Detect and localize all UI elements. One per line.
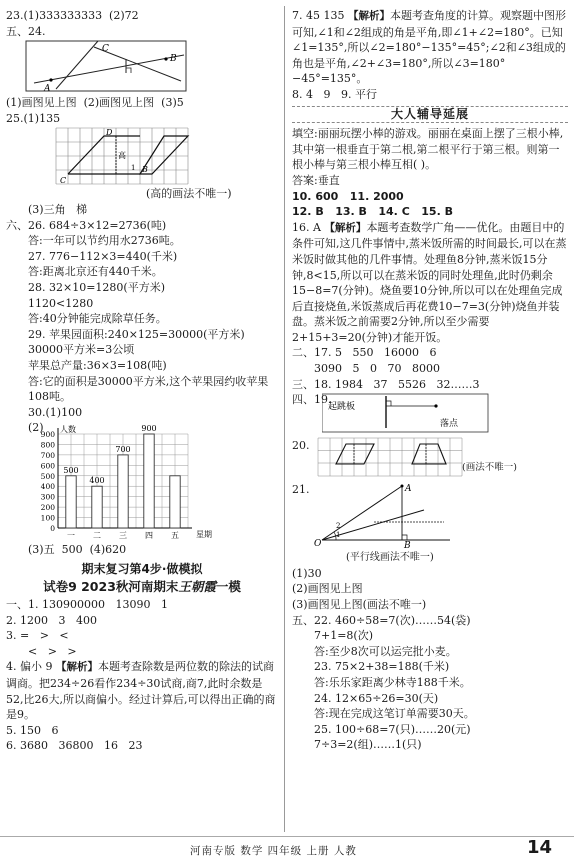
data-label: 400 xyxy=(89,476,105,486)
x-tick-label: 二 xyxy=(93,531,101,541)
answer-7-analysis: 本题考查角度的计算。观察题中图形可知,∠1和∠2组成的角是平角,即∠1+∠2=180°。已知∠1=135°,所以∠2=180°−135°=45°;∠2和∠3组成的角也是平角,∠2+∠3=180°,所以∠3=180°−45°=135°。 xyxy=(292,9,566,86)
column-divider xyxy=(284,6,285,832)
figure-20-grid xyxy=(316,436,466,478)
exam-title xyxy=(6,579,278,595)
exam-title-main: 试卷9 2023秋河南期末 xyxy=(43,579,179,595)
bar-chart xyxy=(28,420,268,542)
answer-7 xyxy=(292,8,568,87)
landing-point-label: 落点 xyxy=(440,419,459,430)
answer-25-step2: 7÷3=2(组)……1(只) xyxy=(314,738,422,752)
bar-chart-block xyxy=(6,420,278,542)
answer-4 xyxy=(6,659,278,722)
point-a-label-21: A xyxy=(405,484,412,495)
guidance-answer: 答案:垂直 xyxy=(292,173,340,187)
answer-27: 27. 776−112×3=440(千米) xyxy=(28,249,178,263)
point-c-label-25: C xyxy=(60,176,67,186)
answer-30-part2: (2) xyxy=(28,421,44,435)
data-label: 900 xyxy=(141,424,157,434)
data-label: 500 xyxy=(63,466,79,476)
analysis-tag: 【解析】 xyxy=(56,661,98,674)
answer-26-reply: 答:一年可以节约用水2736吨。 xyxy=(28,234,181,248)
answer-19: 四、19. xyxy=(292,393,332,407)
answer-4-main: 4. 偏小 9 xyxy=(6,660,53,674)
answer-16 xyxy=(292,220,568,346)
answer-22: 五、22. 460÷58=7(次)……54(袋) xyxy=(292,613,471,627)
answer-2: 2. 1200 3 400 xyxy=(6,613,97,627)
answer-23: 23.(1)333333333 (2)72 xyxy=(6,9,139,22)
answer-1: 一、1. 130900000 13090 1 xyxy=(6,598,168,612)
answer-24-parts: (1)画图见上图 (2)画图见上图 (3)5 xyxy=(6,96,184,110)
answer-26: 六、26. 684÷3×12=2736(吨) xyxy=(6,218,167,232)
y-tick-label: 900 xyxy=(40,430,55,440)
answer-5: 5. 150 6 xyxy=(6,723,59,737)
bar xyxy=(170,476,180,528)
answer-8-9: 8. 4 9 9. 平行 xyxy=(292,87,377,101)
y-tick-label: 700 xyxy=(40,451,55,461)
angle-1-label-21: 1 xyxy=(336,531,341,540)
footer-text: 河南专版 数学 四年级 上册 人教 xyxy=(190,845,357,857)
answer-25-right: 25. 100÷68=7(只)……20(元) xyxy=(314,722,471,736)
answer-18: 三、18. 1984 37 5526 32……3 xyxy=(292,377,480,391)
answer-20: 20. xyxy=(292,439,310,453)
answer-28-reply: 答:40分钟能完成除草任务。 xyxy=(28,312,167,326)
y-axis-label: 人数 xyxy=(60,425,76,435)
note-20: (画法不唯一) xyxy=(462,462,517,474)
review-step-header: 期末复习第4步·做模拟 xyxy=(81,561,203,576)
answer-29-yield: 苹果总产量:36×3=108(吨) xyxy=(28,358,167,372)
answer-27-reply: 答:距离北京还有440千米。 xyxy=(28,265,163,279)
x-tick-label: 五 xyxy=(171,531,179,541)
answer-29-reply: 答:它的面积是30000平方米,这个苹果园约收苹果108吨。 xyxy=(28,374,269,404)
x-tick-label: 三 xyxy=(119,531,127,541)
answer-16-main: 16. A xyxy=(292,220,321,234)
answer-21-part2: (2)画图见上图 xyxy=(292,582,363,596)
x-tick-label: 一 xyxy=(67,531,75,541)
answer-3-row2: < > > xyxy=(28,644,77,658)
y-tick-label: 200 xyxy=(40,503,55,513)
data-label: 700 xyxy=(115,445,131,455)
answer-28-compare: 1120<1280 xyxy=(28,296,94,310)
answer-25-part3: (3)三角 梯 xyxy=(28,202,88,216)
answer-7-main: 7. 45 135 xyxy=(292,9,345,22)
answer-21-part3: (3)画图见上图(画法不唯一) xyxy=(292,598,427,612)
bar xyxy=(66,476,76,528)
right-column xyxy=(292,8,568,753)
exam-title-suffix: 一模 xyxy=(215,579,241,595)
point-b-label: B xyxy=(170,54,177,65)
figure-19-block xyxy=(292,392,568,436)
answer-22-reply: 答:至少8次可以运完批小麦。 xyxy=(314,644,457,658)
answer-30: 30.(1)100 xyxy=(28,405,83,419)
left-column xyxy=(6,8,278,754)
y-tick-label: 600 xyxy=(40,461,55,471)
page-footer xyxy=(0,836,574,861)
answer-24-reply: 答:现在完成这笔订单需要30天。 xyxy=(314,707,475,721)
guidance-question: 填空:丽丽玩摆小棒的游戏。丽丽在桌面上摆了三根小棒,其中第一根垂直于第二根,第二根平行于第三根。则第一根小棒与第三根小棒互相( )。 xyxy=(292,127,564,172)
answer-21: 21. xyxy=(292,483,310,497)
y-tick-label: 500 xyxy=(40,472,55,482)
point-b-label-21: B xyxy=(404,541,411,549)
figure-20-block xyxy=(292,436,568,482)
bar xyxy=(144,434,154,528)
point-a-label: A xyxy=(44,84,51,95)
figure-24-lines xyxy=(6,39,206,95)
y-tick-label: 0 xyxy=(50,524,55,534)
answer-30-part3: (3)五 500 (4)620 xyxy=(28,543,127,557)
answer-10-11: 10. 600 11. 2000 xyxy=(292,189,404,203)
analysis-tag-16: 【解析】 xyxy=(324,221,367,234)
answer-23-reply: 答:乐乐家距离少林寺188千米。 xyxy=(314,676,471,689)
bar xyxy=(118,455,128,528)
answer-24-label: 五、24. xyxy=(6,24,46,38)
answer-16-analysis: 本题考查数学广角——优化。由题目中的条件可知,这几件事情中,蒸米饭所需的时间最长,可以在蒸米饭时做其他的几件事情。处理鱼8分钟,蒸米饭15分钟,8<15,所以可以在蒸米饭的同时处理鱼,此时仍剩余15−8=7(分钟)。烧鱼要10分钟,所以可以在处理鱼完成后直接烧鱼,米饭蒸成后再花费10−7=3(分钟)烧鱼并装盘。蒸米饭之前需要2分钟,所以至少需要2+15+3=20(分钟)才能开饭。 xyxy=(292,220,567,344)
point-d-label: D xyxy=(106,128,113,138)
answer-17-row2: 3090 5 0 70 8000 xyxy=(314,362,440,376)
page-number: 14 xyxy=(526,837,552,858)
note-25: (高的画法不唯一) xyxy=(146,187,232,201)
answer-4-analysis: 本题考查除数是两位数的除法的试商调商。把234÷26看作234÷30试商,商7,此时余数是52,比26大,所以商偏小。经过计算后,可以得出正确的商是9。 xyxy=(6,660,276,722)
brand-name: 王朝霞 xyxy=(178,579,216,595)
angle-2-label-21: 2 xyxy=(336,522,341,531)
parent-guidance-section: 大人辅导延展 xyxy=(292,106,568,124)
x-axis-label: 星期 xyxy=(196,530,212,540)
bar xyxy=(92,487,102,529)
analysis-tag-7: 【解析】 xyxy=(347,10,390,22)
angle-1-label: 1 xyxy=(131,164,136,173)
answer-29-convert: 30000平方米=3公顷 xyxy=(28,343,135,357)
y-tick-label: 100 xyxy=(40,513,55,523)
x-tick-label: 四 xyxy=(145,531,153,541)
y-tick-label: 800 xyxy=(40,440,55,450)
figure-21-block xyxy=(292,482,568,550)
answer-22-step2: 7+1=8(次) xyxy=(314,629,374,643)
answer-12-15: 12. B 13. B 14. C 15. B xyxy=(292,205,453,219)
figure-21-angle xyxy=(314,482,454,548)
answer-29: 29. 苹果园面积:240×125=30000(平方米) xyxy=(28,327,245,341)
takeoff-board-label: 起跳板 xyxy=(328,402,356,413)
answer-24-right: 24. 12×65÷26=30(天) xyxy=(314,691,439,705)
point-b-label-25: B xyxy=(142,165,148,175)
height-label: 高 xyxy=(118,151,126,161)
point-c-label: C xyxy=(102,44,109,55)
answer-28: 28. 32×10=1280(平方米) xyxy=(28,280,165,294)
answer-21-part1: (1)30 xyxy=(292,566,322,580)
figure-25-grid xyxy=(6,126,206,186)
answer-3: 3. = > < xyxy=(6,629,69,643)
figure-19-long-jump xyxy=(322,392,492,434)
answer-6: 6. 3680 36800 16 23 xyxy=(6,739,143,753)
y-tick-label: 400 xyxy=(40,482,55,492)
note-21: (平行线画法不唯一) xyxy=(346,552,434,564)
answer-17: 二、17. 5 550 16000 6 xyxy=(292,346,437,360)
point-o-label: O xyxy=(314,539,322,549)
y-tick-label: 300 xyxy=(40,492,55,502)
answer-23-right: 23. 75×2+38=188(千米) xyxy=(314,660,450,674)
answer-25: 25.(1)135 xyxy=(6,111,61,125)
